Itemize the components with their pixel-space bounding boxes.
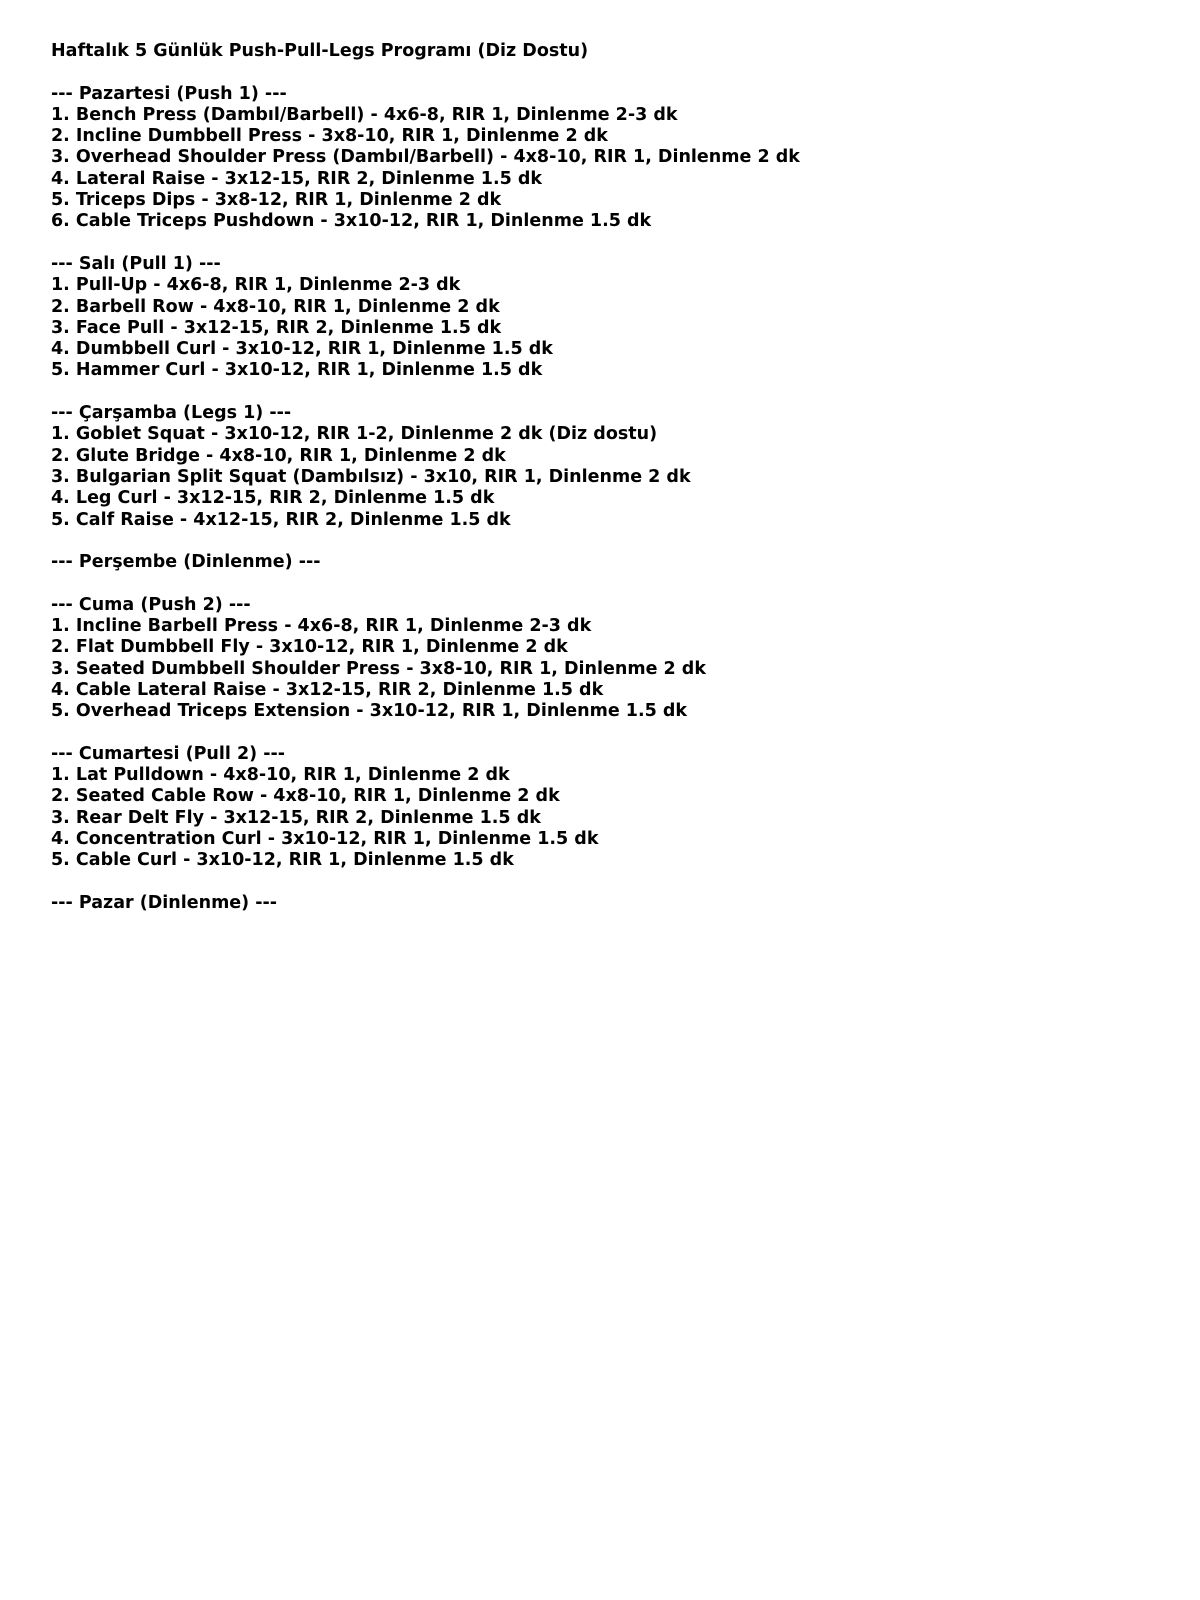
day-header: --- Cuma (Push 2) --- — [51, 594, 251, 615]
exercise-item: 4. Leg Curl - 3x12-15, RIR 2, Dinlenme 1.5 dk — [51, 488, 495, 509]
day-header: --- Pazar (Dinlenme) --- — [51, 892, 278, 913]
day-header: --- Pazartesi (Push 1) --- — [51, 83, 287, 104]
exercise-item: 3. Seated Dumbbell Shoulder Press - 3x8-10, RIR 1, Dinlenme 2 dk — [51, 658, 706, 679]
day-header: --- Çarşamba (Legs 1) --- — [51, 403, 292, 424]
exercise-item: 3. Bulgarian Split Squat (Dambılsız) - 3x10, RIR 1, Dinlenme 2 dk — [51, 466, 691, 487]
exercise-item: 5. Cable Curl - 3x10-12, RIR 1, Dinlenme 1.5 dk — [51, 850, 514, 871]
day-header: --- Cumartesi (Pull 2) --- — [51, 743, 286, 764]
exercise-item: 2. Seated Cable Row - 4x8-10, RIR 1, Dinlenme 2 dk — [51, 786, 560, 807]
day-section-friday — [51, 595, 1151, 723]
day-section-thursday — [51, 552, 1151, 573]
exercise-item: 5. Overhead Triceps Extension - 3x10-12, RIR 1, Dinlenme 1.5 dk — [51, 701, 688, 722]
exercise-item: 3. Face Pull - 3x12-15, RIR 2, Dinlenme 1.5 dk — [51, 317, 502, 338]
exercise-item: 2. Incline Dumbbell Press - 3x8-10, RIR 1, Dinlenme 2 dk — [51, 126, 608, 147]
exercise-item: 5. Triceps Dips - 3x8-12, RIR 1, Dinlenme 2 dk — [51, 190, 502, 211]
exercise-item: 5. Calf Raise - 4x12-15, RIR 2, Dinlenme 1.5 dk — [51, 509, 511, 530]
exercise-item: 1. Goblet Squat - 3x10-12, RIR 1-2, Dinlenme 2 dk (Diz dostu) — [51, 424, 658, 445]
exercise-item: 4. Dumbbell Curl - 3x10-12, RIR 1, Dinlenme 1.5 dk — [51, 339, 553, 360]
exercise-item: 1. Lat Pulldown - 4x8-10, RIR 1, Dinlenme 2 dk — [51, 765, 510, 786]
exercise-item: 2. Barbell Row - 4x8-10, RIR 1, Dinlenme 2 dk — [51, 296, 500, 317]
exercise-item: 4. Lateral Raise - 3x12-15, RIR 2, Dinlenme 1.5 dk — [51, 168, 543, 189]
exercise-item: 5. Hammer Curl - 3x10-12, RIR 1, Dinlenme 1.5 dk — [51, 360, 543, 381]
exercise-item: 4. Cable Lateral Raise - 3x12-15, RIR 2, Dinlenme 1.5 dk — [51, 679, 604, 700]
day-header: --- Perşembe (Dinlenme) --- — [51, 552, 321, 573]
exercise-item: 3. Rear Delt Fly - 3x12-15, RIR 2, Dinlenme 1.5 dk — [51, 807, 541, 828]
exercise-item: 6. Cable Triceps Pushdown - 3x10-12, RIR 1, Dinlenme 1.5 dk — [51, 211, 652, 232]
exercise-item: 2. Glute Bridge - 4x8-10, RIR 1, Dinlenme 2 dk — [51, 445, 506, 466]
day-header: --- Salı (Pull 1) --- — [51, 253, 221, 274]
day-section-sunday — [51, 893, 1151, 914]
day-section-saturday — [51, 744, 1151, 872]
exercise-item: 1. Bench Press (Dambıl/Barbell) - 4x6-8, RIR 1, Dinlenme 2-3 dk — [51, 104, 678, 125]
exercise-item: 4. Concentration Curl - 3x10-12, RIR 1, Dinlenme 1.5 dk — [51, 828, 599, 849]
exercise-item: 1. Pull-Up - 4x6-8, RIR 1, Dinlenme 2-3 dk — [51, 275, 461, 296]
day-section-wednesday — [51, 403, 1151, 531]
document-body — [51, 41, 1151, 914]
document-title: Haftalık 5 Günlük Push-Pull-Legs Programı (Diz Dostu) — [51, 41, 589, 61]
exercise-item: 1. Incline Barbell Press - 4x6-8, RIR 1, Dinlenme 2-3 dk — [51, 616, 592, 637]
exercise-item: 2. Flat Dumbbell Fly - 3x10-12, RIR 1, Dinlenme 2 dk — [51, 637, 568, 658]
day-section-tuesday — [51, 254, 1151, 382]
exercise-item: 3. Overhead Shoulder Press (Dambıl/Barbell) - 4x8-10, RIR 1, Dinlenme 2 dk — [51, 147, 800, 168]
day-section-monday — [51, 84, 1151, 233]
